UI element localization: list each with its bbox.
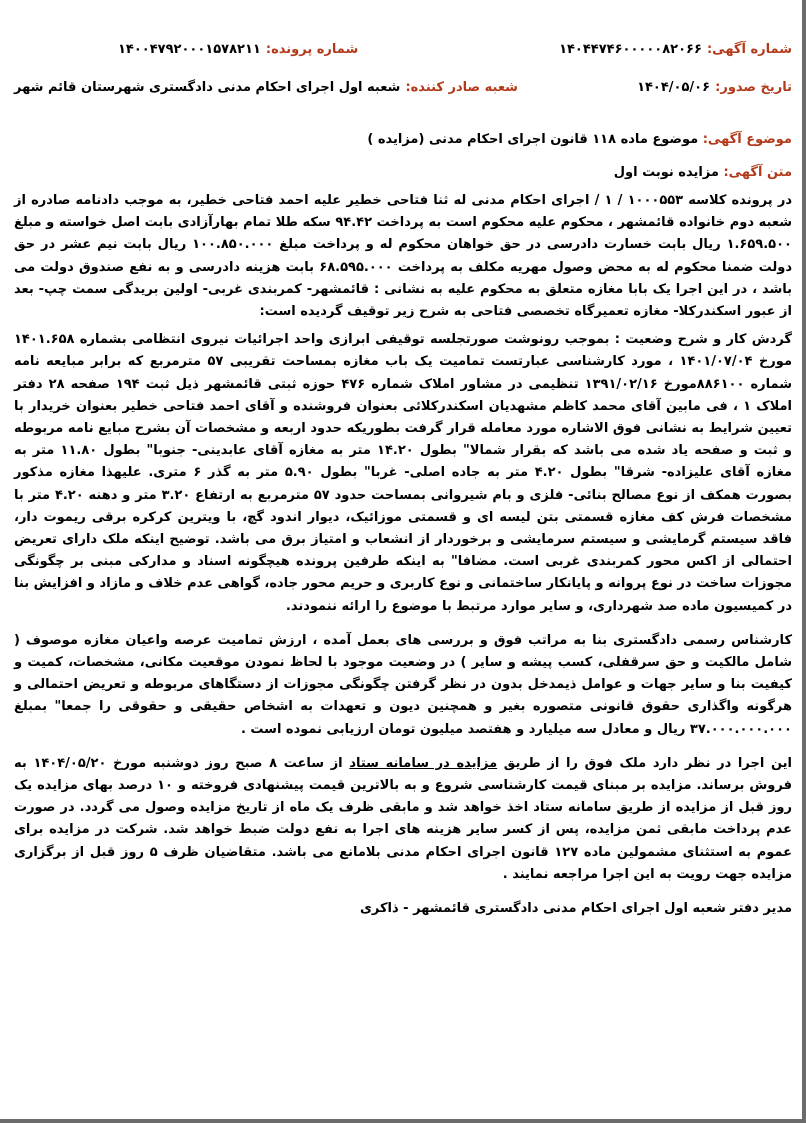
ad-body-title (14, 165, 792, 180)
case-number-value: ۱۴۰۰۴۷۹۲۰۰۰۱۵۷۸۲۱۱ (118, 42, 261, 57)
case-number (118, 32, 358, 66)
issue-date-label: تاریخ صدور: (715, 80, 792, 95)
ad-number-value: ۱۴۰۴۴۷۴۶۰۰۰۰۰۸۲۰۶۶ (559, 42, 702, 57)
paragraph-auction-terms (14, 753, 792, 886)
setad-auction-link[interactable]: مزایده در سامانه ستاد (349, 755, 498, 771)
paragraph-case-details: در پرونده کلاسه ۱۰۰۰۵۵۳ / ۱ / اجرای احکام مدنی له ثنا فتاحی خطیر علیه احمد فتاحی خطیر، به موجب دادنامه صادره از شعبه دوم خانواده قائمشهر ، محکوم علیه محکوم است به پرداخت ۹۴.۴۲ سکه طلا تمام بهارآزادی بابت اصل خواسته و مبلغ ۱.۶۵۹.۵۰۰ ریال بابت خسارت دادرسی در حق خواهان محکوم له و پرداخت مبلغ ۱۰۰.۸۵۰.۰۰۰ ریال بابت نیم عشر در حق دولت ضمنا محکوم له به محض وصول مهریه مکلف به پرداخت ۶۸.۵۹۵.۰۰۰ بابت هزینه دادرسی و به نفع صندوق دولت می باشد ، در این اجرا یک بابا مغازه متعلق به محکوم علیه به نشانی : قائمشهر- کمربندی غربی- اولین بریدگی سمت چپ- بعد از عبور اسکندرکلا- مغازه تعمیرگاه تخصصی فتاحی به شرح زیر توقیف گردیده است: (14, 193, 792, 320)
ad-body-label: متن آگهی: (723, 165, 792, 180)
paragraph-property-description: گردش کار و شرح وضعیت : بموجب رونوشت صورتجلسه توقیفی ابرازی واحد اجرائیات نیروی انتظامی بشماره ۱۴۰۱.۶۵۸ مورخ ۱۴۰۱/۰۷/۰۴ ، مورد کارشناسی عبارتست تمامیت یک باب مغازه بمساحت تقریبی ۵۷ مترمربع که برابر مبایعه نامه شماره ۸۸۶۱۰۰مورخ ۱۳۹۱/۰۲/۱۶ تنظیمی در مشاور املاک شماره ۴۷۶ حوزه ثبتی قائمشهر ذیل ثبت ۱۹۴ صفحه ۲۸ دفتر املاک ۱ ، فی مابین آقای محمد کاظم مشهدیان اسکندرکلائی بعنوان فروشنده و آقای احمد فتاحی خطیر بعنوان خریدار با تعیین شرایط به نشانی فوق الاشاره مورد معامله قرار گرفت بطوریکه حدود اربعه و مشخصات آن بشرح مبایع نامه مربوطه و ثبت و صفحه یاد شده می باشد که بقرار شمالا" بطول ۱۴.۲۰ متر به مغازه آقای عابدینی- جنوبا" بطول ۱۱.۸۰ متر به مغازه آقای علیزاده- شرقا" بطول ۴.۲۰ متر به جاده اصلی- غربا" بطول ۵.۹۰ متر به گذر ۶ متری. علیهذا مغازه مذکور بصورت همکف از نوع مصالح بنائی- فلزی و بام شیروانی بمساحت حدود ۵۷ مترمربع به ارتفاع ۳.۲۰ متر و دهنه ۴.۲۰ متر با مشخصات فرش کف مغازه قسمتی بتن لیسه ای و قسمتی موزائیک، دیوار اندود گچ، با ویترین کرکره برقی ریموت دار، فاقد سیستم گرمایشی و سیستم سرمایشی و برخوردار از انشعاب و امتیاز برق می باشد. توضیح اینکه ملک دارای تعریض احتمالی از اکس محور کمربندی غربی است. مضافا" به اینکه طرفین پرونده هیچگونه اسناد و مدارکی مبنی بر چگونگی مجوزات ساخت در نوع پروانه و پایانکار ساختمانی و نوع کاربری و حریم محور جاده، گواهی عدم خلاف و مازاد و افزایش بنا در کمیسیون ماده صد شهرداری، و سایر موارد مرتبط با موضوع را ارائه ننمودند. (14, 332, 792, 614)
auction-terms-part-2: از ساعت ۸ صبح روز دوشنبه مورخ ۱۴۰۴/۰۵/۲۰ به فروش برساند. مزایده بر مبنای قیمت کارشناسی شروع و به بالاترین قیمت پیشنهادی فروخته و ۱۰ درصد بهای مزایده یک روز قبل از مزایده از طریق سامانه ستاد اخذ خواهد شد و مابقی ظرف یک ماه از تاریخ مزایده وصول می گردد. در صورت عدم پرداخت مابقی ثمن مزایده، پس از کسر سایر هزینه های اجرا به نفع دولت ضبط خواهد شد. شرکت در مزایده برای عموم به استثنای مشمولین ماده ۱۲۷ قانون اجرای احکام مدنی بلامانع می باشد. متقاضیان ظرف ۵ روز قبل از برگزاری مزایده جهت رویت به این اجرا مراجعه نمایند . (14, 755, 793, 882)
case-number-label: شماره پرونده: (265, 42, 359, 57)
document-content (14, 0, 792, 920)
ad-number-label: شماره آگهی: (706, 42, 792, 57)
signature: مدیر دفتر شعبه اول اجرای احکام مدنی دادگستری قائمشهر - ذاکری (359, 901, 792, 917)
ad-number (559, 32, 792, 66)
auction-terms-part-1: این اجرا در نظر دارد ملک فوق را از طریق (497, 755, 792, 771)
issuing-branch (14, 70, 518, 104)
meta-row-1 (14, 32, 792, 64)
ad-subject (14, 132, 792, 147)
issue-date (637, 70, 792, 104)
meta-row-2 (14, 70, 792, 102)
issuing-branch-value: شعبه اول اجرای احکام مدنی دادگستری شهرستان قائم شهر (14, 80, 401, 95)
issue-date-value: ۱۴۰۴/۰۵/۰۶ (637, 80, 711, 95)
ad-body-heading: مزایده نوبت اول (613, 165, 719, 180)
ad-subject-value: موضوع ماده ۱۱۸ قانون اجرای احکام مدنی (مزایده ) (367, 132, 699, 147)
paragraph-expert-valuation: کارشناس رسمی دادگستری بنا به مراتب فوق و بررسی های بعمل آمده ، ارزش تمامیت عرصه واعیان مغازه موصوف ( شامل مالکیت و حق سرقفلی، کسب پیشه و سایر ) در وضعیت موجود با لحاظ نمودن موقعیت مکانی، مشخصات، کمیت و کیفیت بنا و سایر جهات و عوامل ذیمدخل بدون در نظر گرفتن چگونگی مجوزات از دستگاهای مربوطه و تعریض احتمالی و هرگونه واگذاری حقوق قانونی متصوره بغیر و همچنین دیون و تعهدات به اشخاص حقیقی و حقوقی را جمعا" بمبلغ ۳۷.۰۰۰.۰۰۰.۰۰۰ ریال و معادل سه میلیارد و هفتصد میلیون تومان ارزیابی نموده است . (14, 632, 792, 737)
ad-subject-label: موضوع آگهی: (702, 132, 792, 147)
issuing-branch-label: شعبه صادر کننده: (405, 80, 518, 95)
